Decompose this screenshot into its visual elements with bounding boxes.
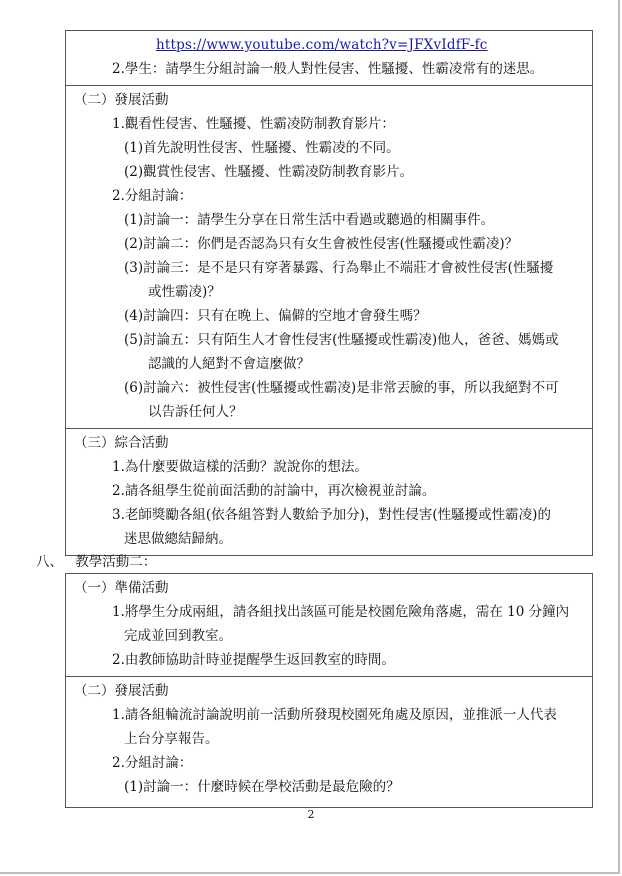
list-item: (1)討論一：請學生分享在日常生活中看過或聽過的相關事件。 bbox=[124, 212, 495, 228]
development-section bbox=[66, 85, 592, 428]
list-item: 1.觀看性侵害、性騷擾、性霸凌防制教育影片： bbox=[112, 116, 395, 132]
list-item: (4)討論四：只有在晚上、偏僻的空地才會發生嗎？ bbox=[124, 308, 427, 324]
list-item: (2)觀賞性侵害、性騷擾、性霸凌防制教育影片。 bbox=[124, 164, 414, 180]
activity-two-table bbox=[65, 573, 593, 808]
video-link[interactable]: https://www.youtube.com/watch?v=JFXvIdfF-fc bbox=[156, 37, 488, 53]
summary-heading: （三）綜合活動 bbox=[74, 435, 169, 451]
list-item: (1)討論一：什麼時候在學校活動是最危險的？ bbox=[124, 779, 400, 795]
development-section-two bbox=[66, 676, 592, 803]
list-item: 3.老師獎勵各組(依各組答對人數給予加分)，對性侵害(性騷擾或性霸凌)的 bbox=[112, 507, 551, 523]
list-item: 1.為什麼要做這樣的活動？說說你的想法。 bbox=[112, 459, 368, 475]
list-item: 2.分組討論： bbox=[112, 755, 193, 771]
list-item-continuation: 或性霸凌)？ bbox=[148, 284, 221, 300]
section-number: 八、 bbox=[36, 554, 63, 570]
list-item: (1)首先說明性侵害、性騷擾、性霸凌的不同。 bbox=[124, 140, 400, 156]
student-discussion-line: 2.學生：請學生分組討論一般人對性侵害、性騷擾、性霸凌常有的迷思。 bbox=[112, 61, 544, 77]
page-number: 2 bbox=[307, 808, 315, 821]
list-item-continuation: 上台分享報告。 bbox=[124, 731, 219, 747]
list-item: (5)討論五：只有陌生人才會性侵害(性騷擾或性霸凌)他人，爸爸、媽媽或 bbox=[124, 332, 559, 348]
list-item: (3)討論三：是不是只有穿著暴露、行為舉止不端莊才會被性侵害(性騷擾 bbox=[124, 260, 554, 276]
list-item: 2.分組討論： bbox=[112, 188, 193, 204]
summary-section bbox=[66, 428, 592, 555]
list-item: (2)討論二：你們是否認為只有女生會被性侵害(性騷擾或性霸凌)？ bbox=[124, 236, 519, 252]
development-heading: （二）發展活動 bbox=[74, 92, 169, 108]
list-item: 2.請各組學生從前面活動的討論中，再次檢視並討論。 bbox=[112, 483, 436, 499]
list-item: 1.將學生分成兩組，請各組找出該區可能是校園危險角落處，需在 10 分鐘內 bbox=[112, 604, 570, 620]
section-eight-heading bbox=[36, 551, 156, 573]
list-item-continuation: 完成並回到教室。 bbox=[124, 628, 232, 644]
preparation-section bbox=[66, 574, 592, 676]
list-item: (6)討論六：被性侵害(性騷擾或性霸凌)是非常丟臉的事，所以我絕對不可 bbox=[124, 380, 559, 396]
prep-continuation-section bbox=[66, 31, 592, 85]
list-item-continuation: 以告訴任何人？ bbox=[148, 404, 243, 420]
list-item-continuation: 迷思做總結歸納。 bbox=[124, 531, 232, 547]
activity-one-table bbox=[65, 30, 593, 556]
list-item-continuation: 認識的人絕對不會這麼做？ bbox=[148, 356, 310, 372]
list-item: 2.由教師協助計時並提醒學生返回教室的時間。 bbox=[112, 652, 395, 668]
development-heading: （二）發展活動 bbox=[74, 683, 169, 699]
preparation-heading: （一）準備活動 bbox=[74, 580, 169, 596]
section-title: 教學活動二： bbox=[75, 554, 157, 570]
list-item: 1.請各組輪流討論說明前一活動所發現校園死角處及原因，並推派一人代表 bbox=[112, 707, 557, 723]
